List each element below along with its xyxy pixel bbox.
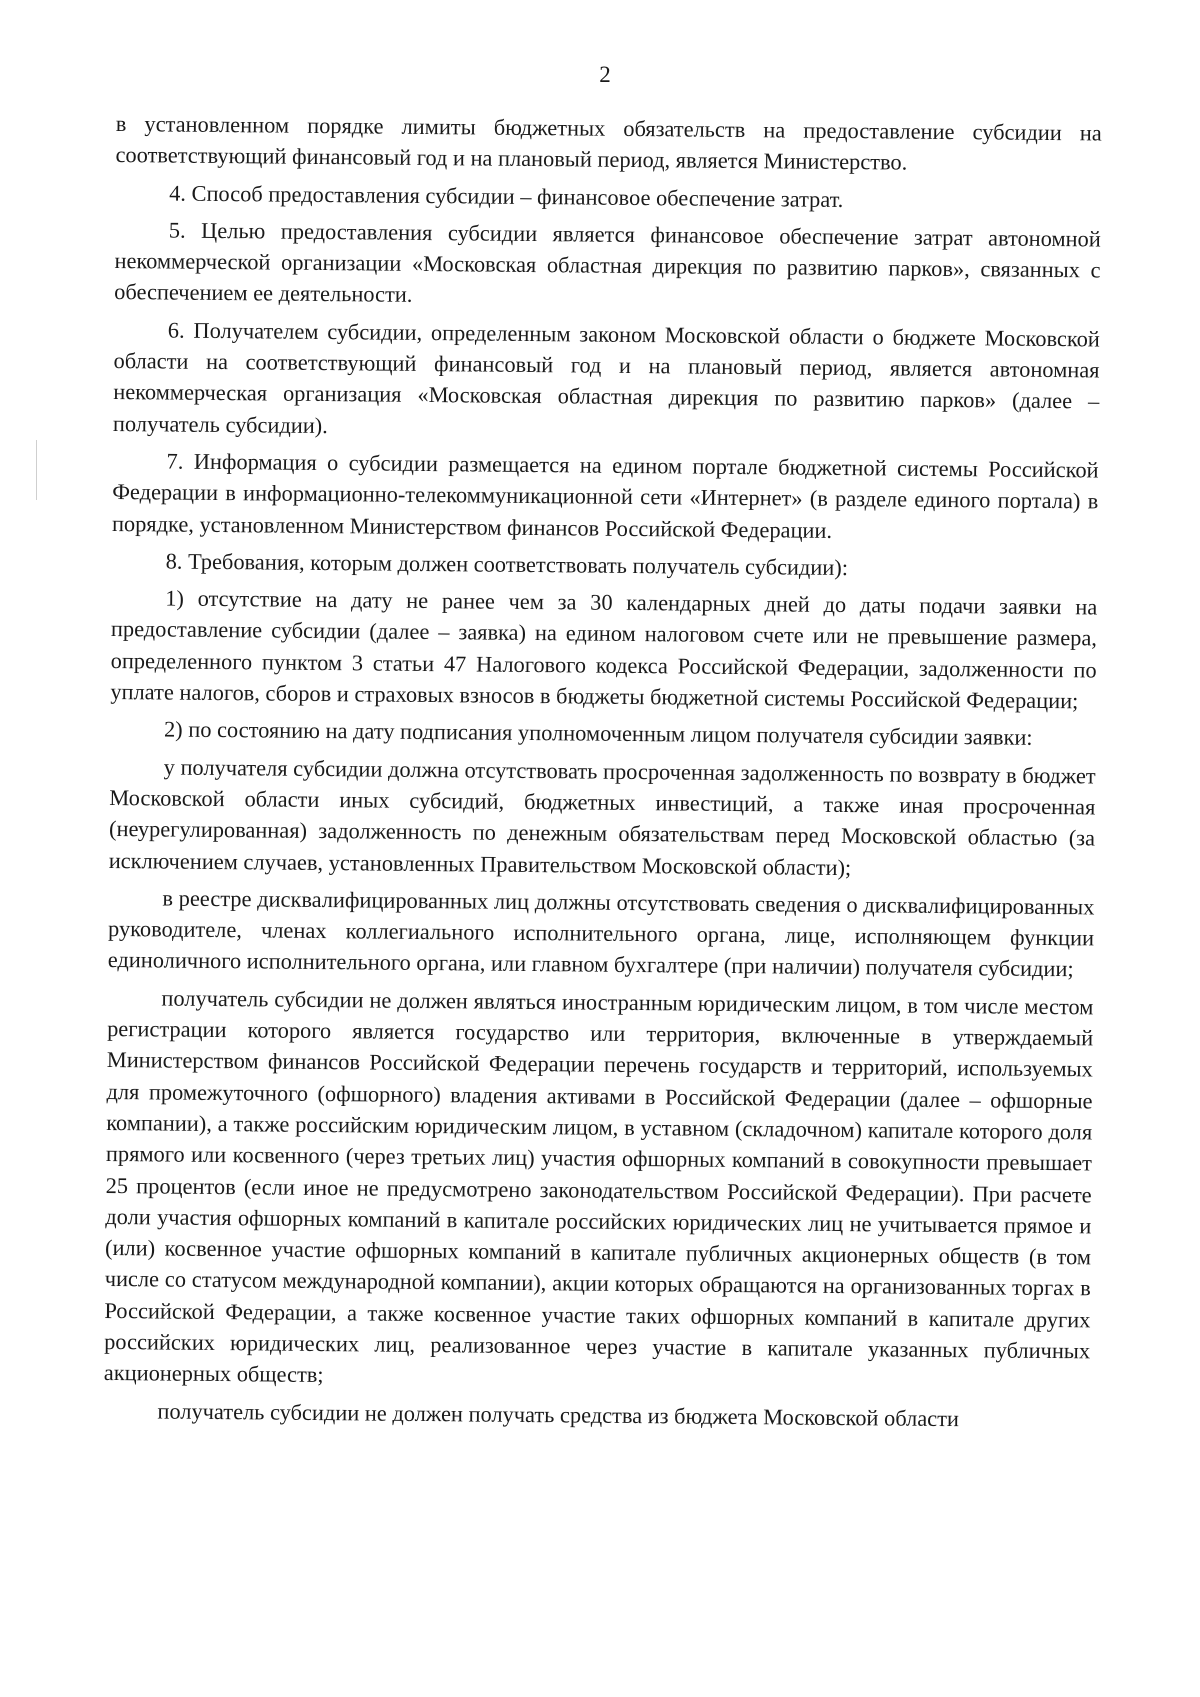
paragraph-item-4: 4. Способ предоставления субсидии – финансовое обеспечение затрат. [169, 180, 844, 212]
paragraph-subitem-1: 1) отсутствие на дату не ранее чем за 30 календарных дней до даты подачи заявки на предоставление субсидии (далее – заявка) на едином налоговом счете или не превышение размера, определенного пунктом 3 статьи 47 Налогового кодекса Российской Федерации, задолженности по уплате налогов, сборов и страховых взносов в бюджеты бюджетной системы Российской Федерации; [110, 585, 1098, 714]
paragraph-requirement-debt: у получателя субсидии должна отсутствовать просроченная задолженность по возврату в бюджет Московской области иных субсидий, бюджетных инвестиций, а также иная просроченная (неурегулированная) задолженность по денежным обязательствам перед Московской областью (за исключением случаев, установленных Правительством Московской области); [108, 754, 1096, 880]
paragraph-requirement-funds: получатель субсидии не должен получать средства из бюджета Московской области [157, 1398, 960, 1431]
paragraph-item-8: 8. Требования, которым должен соответствовать получатель субсидии): [165, 548, 849, 580]
paragraph-item-5: 5. Целью предоставления субсидии является финансовое обеспечение затрат автономной некоммерческой организации «Московская областная дирекция по развитию парков», связанных с обеспечением ее деятельности. [114, 217, 1101, 308]
paragraph-requirement-disqualified: в реестре дисквалифицированных лиц должны отсутствовать сведения о дисквалифицированных руководителе, членах коллегиального исполнительного органа, лице, исполняющем функции единоличного исполнительного органа, или главном бухгалтере (при наличии) получателя субсидии; [107, 885, 1095, 982]
paragraph-continuation: в установленном порядке лимиты бюджетных обязательств на предоставление субсидии на соответствующий финансовый год и на плановый период, является Министерство. [115, 110, 1102, 175]
paragraph-item-7: 7. Информация о субсидии размещается на едином портале бюджетной системы Российской Федерации в информационно-телекоммуникационной сети «Интернет» (в разделе единого портала) в порядке, установленном Министерством финансов Российской Федерации. [111, 448, 1099, 543]
paragraph-subitem-2: 2) по состоянию на дату подписания уполномоченным лицом получателя субсидии заявки: [163, 716, 1033, 751]
document-body [103, 108, 1102, 1441]
scan-artifact-line [36, 440, 37, 500]
page-number: 2 [599, 62, 611, 87]
paragraph-requirement-offshore: получатель субсидии не должен являться иностранным юридическим лицом, в том числе местом регистрации которого является государство или территория, включенные в утверждаемый Министерством финансов Российской Федерации перечень государств и территорий, используемых для промежуточного (офшорного) владения активами в Российской Федерации (далее – офшорные компании), а также российским юридическим лицом, в уставном (складочном) капитале которого доля прямого или косвенного (через третьих лиц) участия офшорных компаний в совокупности превышает 25 процентов (если иное не предусмотрено законодательством Российской Федерации). При расчете доли участия офшорных компаний в капитале российских юридических лиц не учитывается прямое и (или) косвенное участие офшорных компаний в капитале публичных акционерных обществ (в том числе со статусом международной компании), акции которых обращаются на организованных торгах в Российской Федерации, а также косвенное участие таких офшорных компаний в капитале других российских юридических лиц, реализованное через участие в капитале указанных публичных акционерных обществ; [103, 985, 1094, 1388]
paragraph-item-6: 6. Получателем субсидии, определенным законом Московской области о бюджете Московской области на соответствующий финансовый год и на плановый период, является автономная некоммерческая организация «Московская областная дирекция по развитию парков» (далее – получатель субсидии). [112, 317, 1100, 438]
